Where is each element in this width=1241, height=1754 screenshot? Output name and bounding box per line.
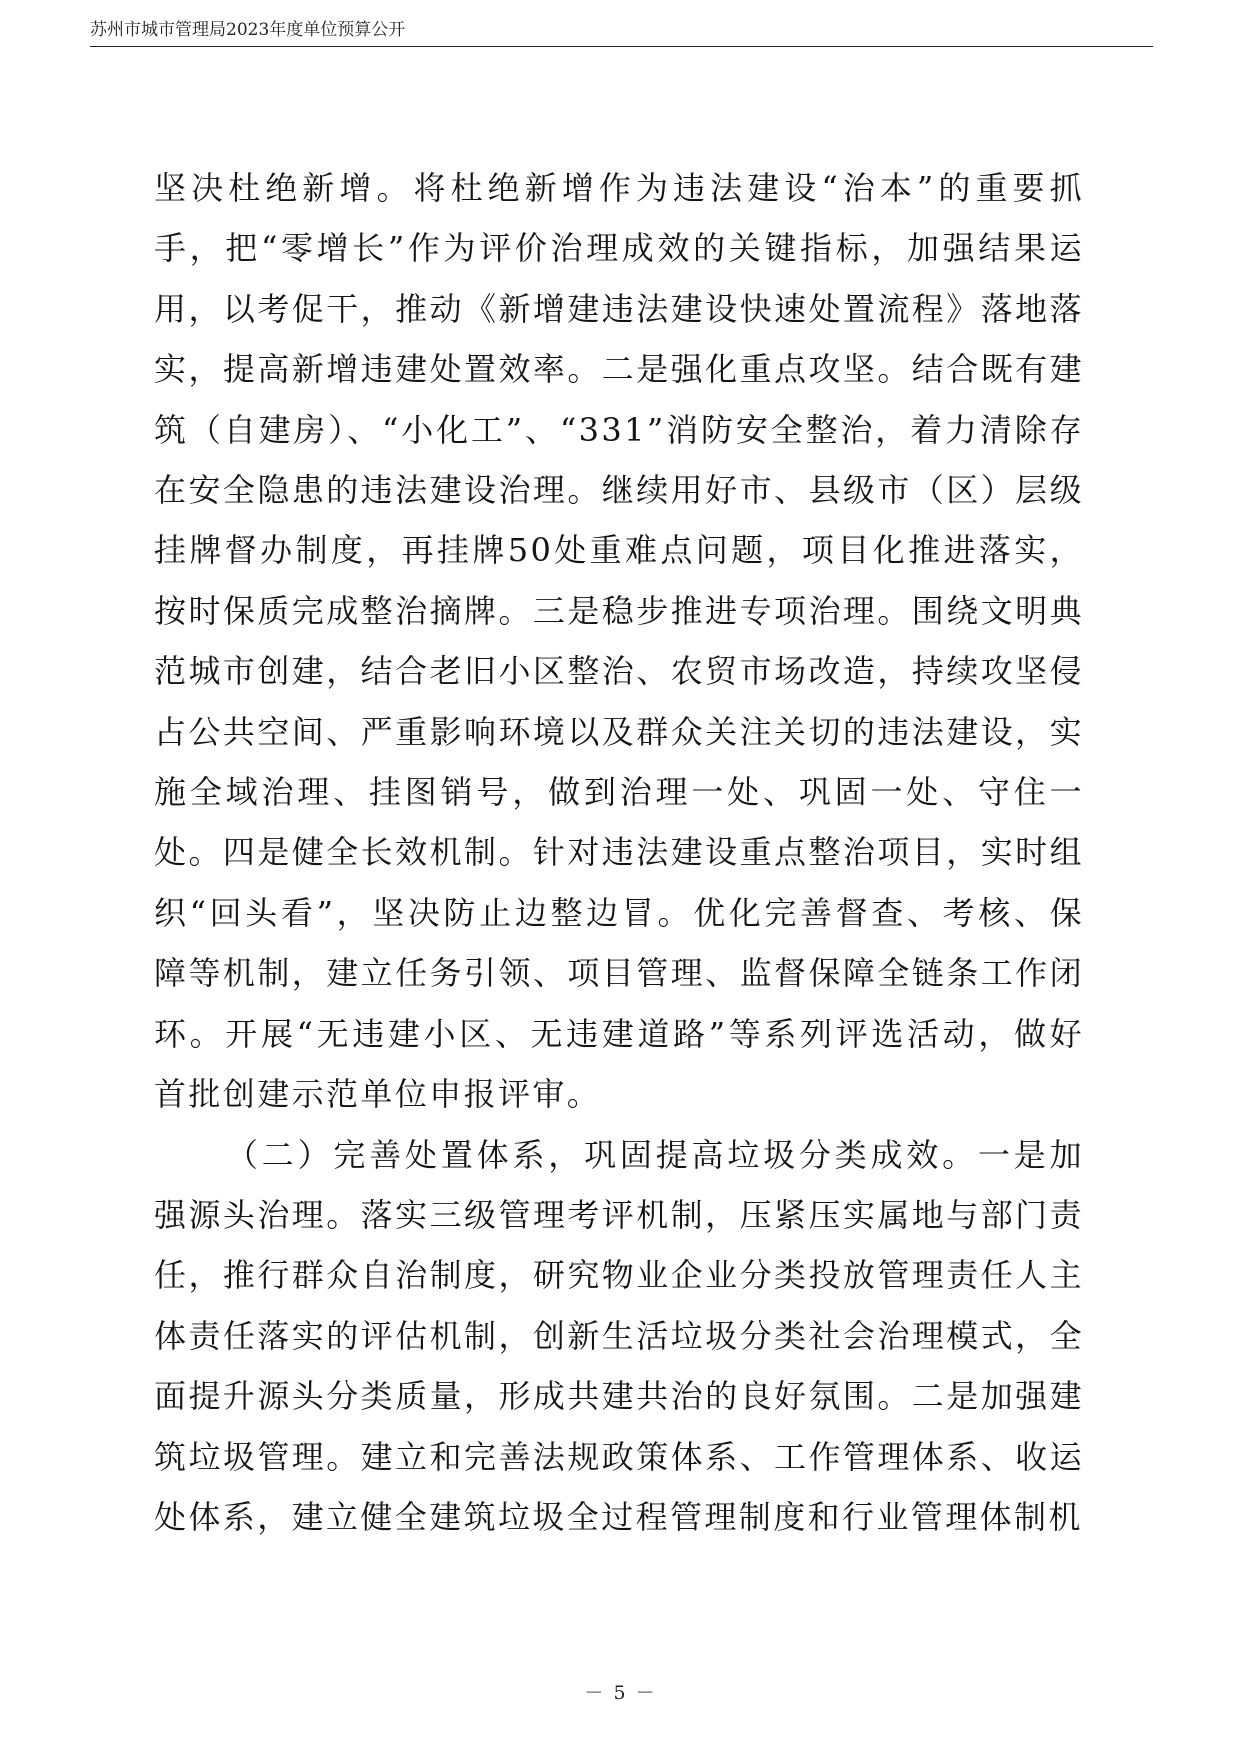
running-header-title: 苏州市城市管理局2023年度单位预算公开: [90, 20, 406, 40]
paragraph-waste-sorting: （二）完善处置体系，巩固提高垃圾分类成效。一是加强源头治理。落实三级管理考评机制，压紧压实属地与部门责任，推行群众自治制度，研究物业企业分类投放管理责任人主体责任落实的评估机制，创新生活垃圾分类社会治理模式，全面提升源头分类质量，形成共建共治的良好氛围。二是加强建筑垃圾管理。建立和完善法规政策体系、工作管理体系、收运处体系，建立健全建筑垃圾全过程管理制度和行业管理体制机: [154, 1135, 1084, 1536]
page-number: － 5 －: [584, 1682, 657, 1704]
document-body: [154, 158, 1084, 1547]
paragraph-illegal-construction: 坚决杜绝新增。将杜绝新增作为违法建设“治本”的重要抓手，把“零增长”作为评价治理成效的关键指标，加强结果运用，以考促干，推动《新增建违法建设快速处置流程》落地落实，提高新增违建处置效率。二是强化重点攻坚。结合既有建筑（自建房）、“小化工”、“331”消防安全整治，着力清除存在安全隐患的违法建设治理。继续用好市、县级市（区）层级挂牌督办制度，再挂牌50处重难点问题，项目化推进落实，按时保质完成整治摘牌。三是稳步推进专项治理。围绕文明典范城市创建，结合老旧小区整治、农贸市场改造，持续攻坚侵占公共空间、严重影响环境以及群众关注关切的违法建设，实施全域治理、挂图销号，做到治理一处、巩固一处、守住一处。四是健全长效机制。针对违法建设重点整治项目，实时组织“回头看”，坚决防止边整边冒。优化完善督查、考核、保障等机制，建立任务引领、项目管理、监督保障全链条工作闭环。开展“无违建小区、无违建道路”等系列评选活动，做好首批创建示范单位申报评审。: [154, 169, 1084, 1114]
header-divider: [90, 46, 1153, 47]
